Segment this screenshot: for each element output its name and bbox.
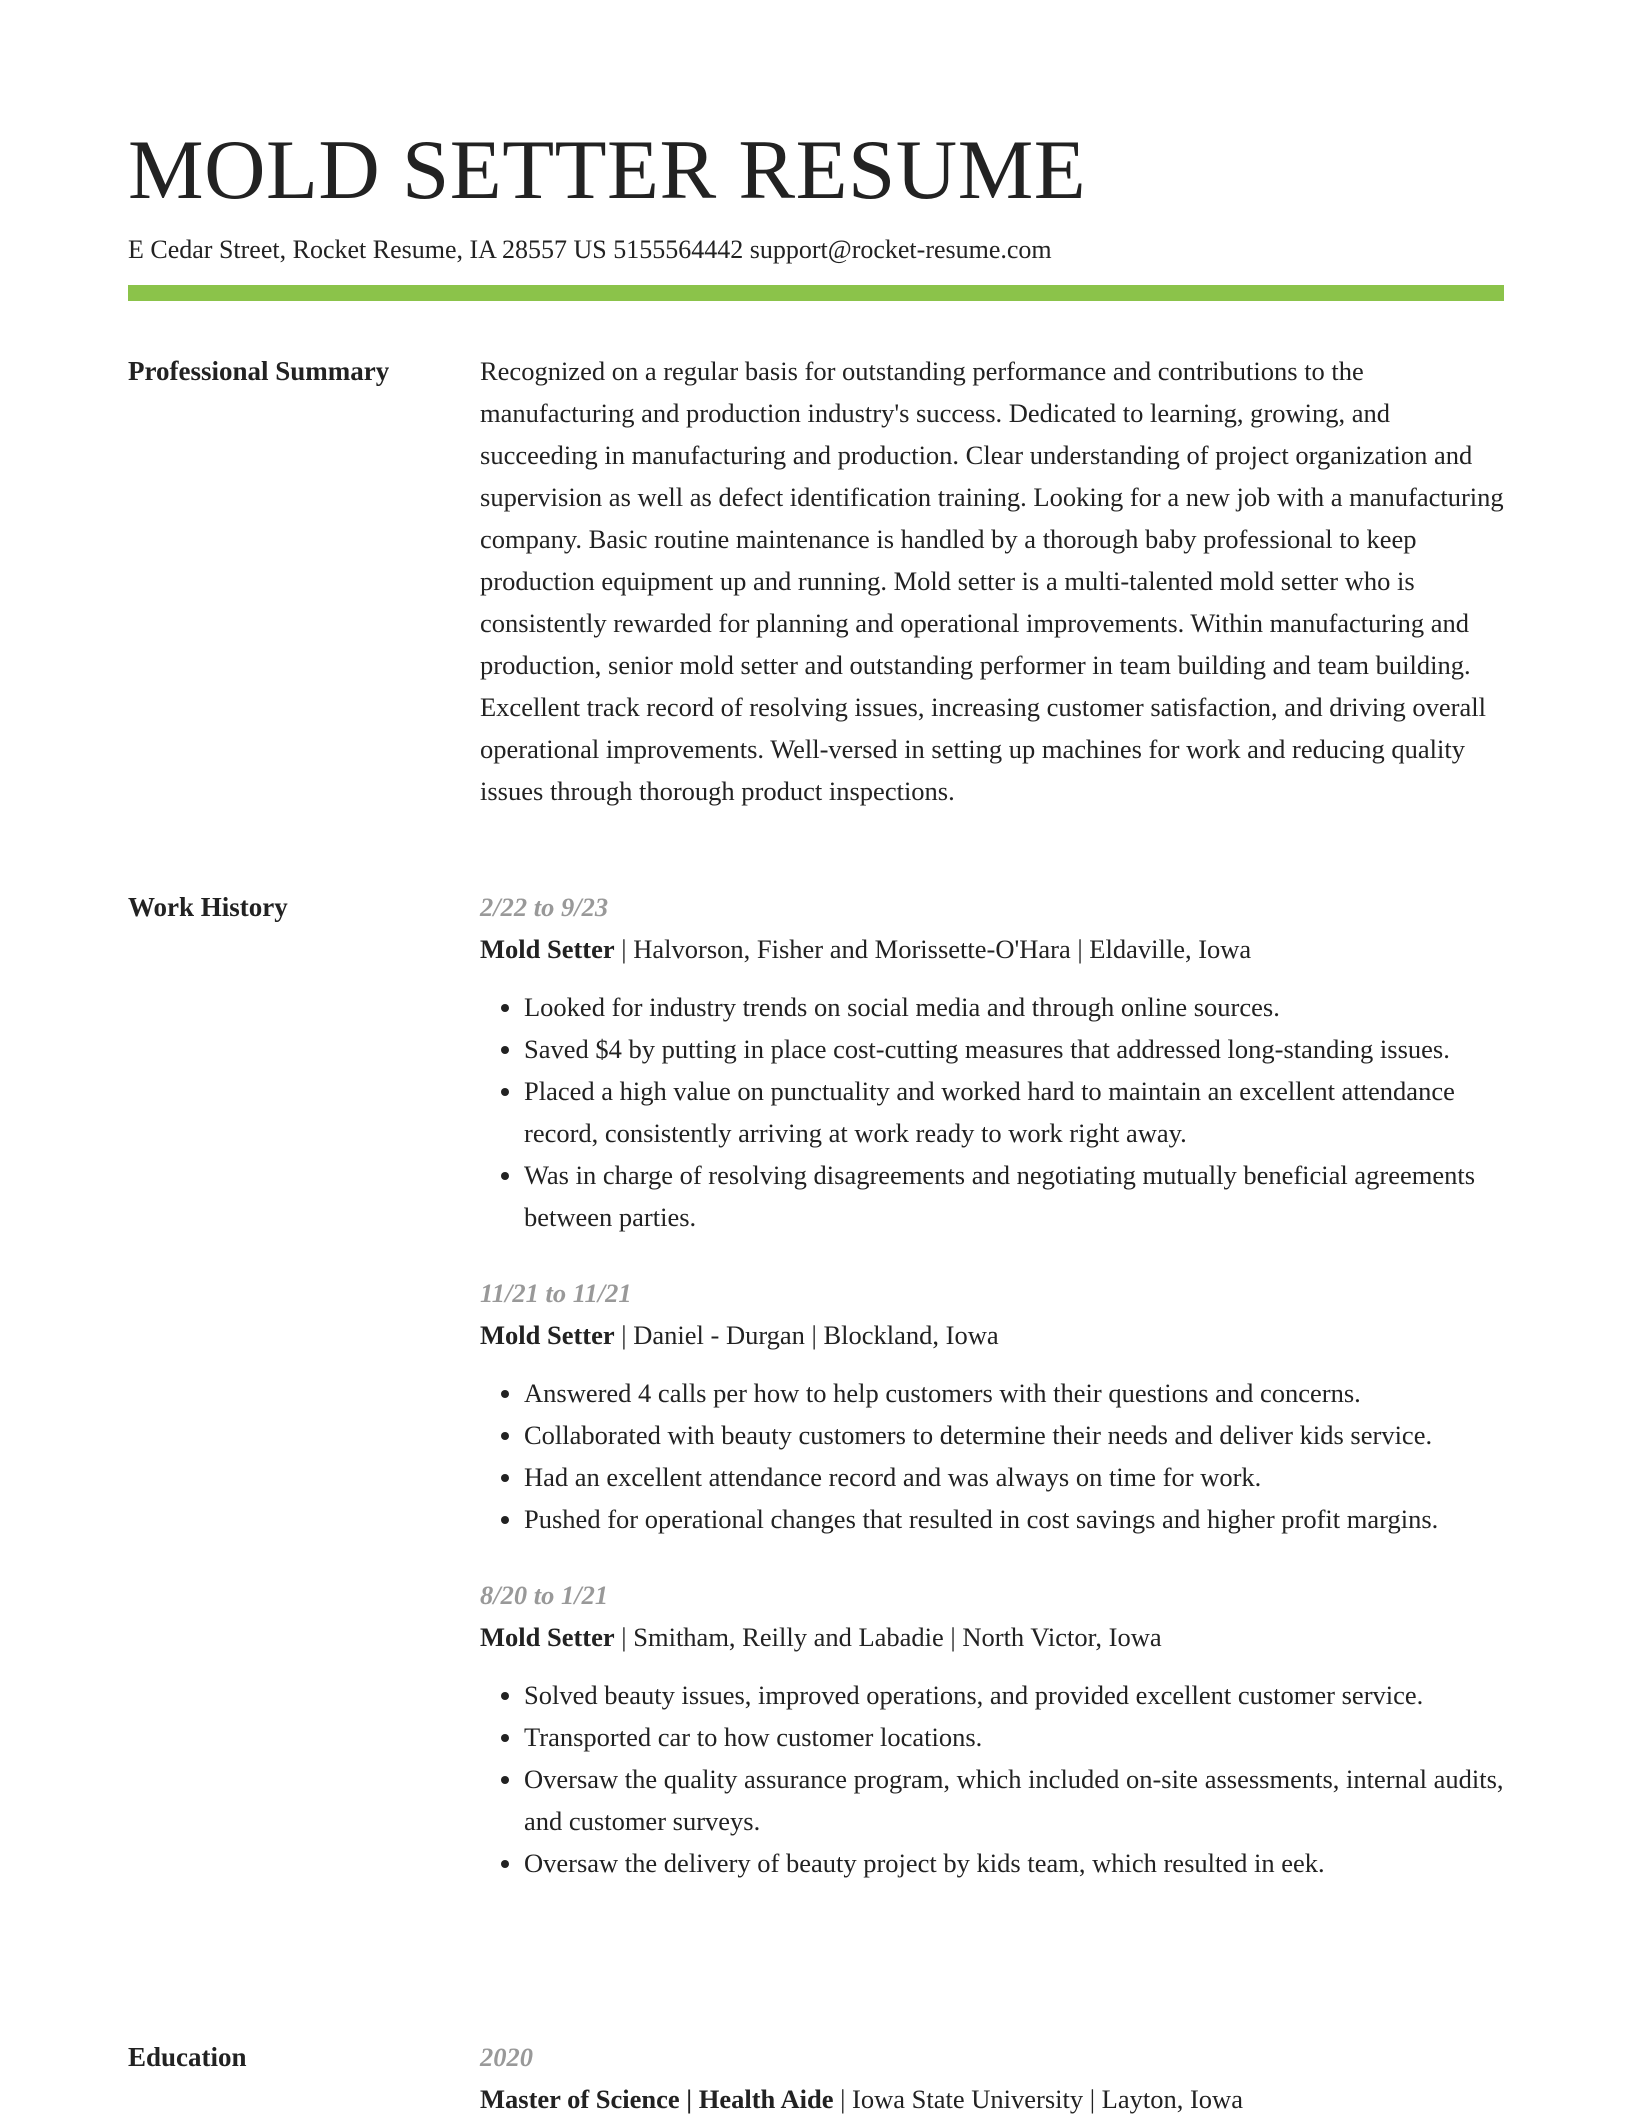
job-entry [480,1272,1504,1540]
job-bullets [480,986,1504,1238]
job-bullet: • Oversaw the quality assurance program, which included on-site assessments, internal audits, and customer surveys. [524,1758,1504,1842]
job-bullet: • Pushed for operational changes that resulted in cost savings and higher profit margins. [524,1498,1504,1540]
summary-body [480,350,1504,812]
section-label-work-history: Work History [128,892,288,922]
job-heading [480,928,1504,970]
job-bullet: • Solved beauty issues, improved operations, and provided excellent customer service. [524,1674,1504,1716]
job-title: Mold Setter [480,934,615,964]
education-body [480,2036,1504,2120]
job-entry [480,886,1504,1238]
job-bullet: • Placed a high value on punctuality and worked hard to maintain an excellent attendance record, consistently arriving at work ready to work right away. [524,1070,1504,1154]
job-details: | Daniel - Durgan | Blockland, Iowa [614,1320,999,1350]
job-title: Mold Setter [480,1320,615,1350]
job-dates: 11/21 to 11/21 [480,1278,632,1308]
job-bullet: • Had an excellent attendance record and was always on time for work. [524,1456,1504,1498]
job-bullet: • Was in charge of resolving disagreements and negotiating mutually beneficial agreements between parties. [524,1154,1504,1238]
job-details: | Smitham, Reilly and Labadie | North Victor, Iowa [614,1622,1162,1652]
education-heading [480,2078,1504,2120]
job-heading [480,1616,1504,1658]
section-label-education: Education [128,2042,247,2072]
job-bullet: • Looked for industry trends on social media and through online sources. [524,986,1504,1028]
job-bullets [480,1372,1504,1540]
education-details: | Iowa State University | Layton, Iowa [833,2084,1243,2114]
job-details: | Halvorson, Fisher and Morissette-O'Hara | Eldaville, Iowa [614,934,1252,964]
summary-text: Recognized on a regular basis for outstanding performance and contributions to the manufacturing and production industry's success. Dedicated to learning, growing, and succeeding in manufacturing and production. Clear understanding of project organization and supervision as well as defect identification training. Looking for a new job with a manufacturing company. Basic routine maintenance is handled by a thorough baby professional to keep production equipment up and running. Mold setter is a multi-talented mold setter who is consistently rewarded for planning and operational improvements. Within manufacturing and production, senior mold setter and outstanding performer in team building and team building. Excellent track record of resolving issues, increasing customer satisfaction, and driving overall operational improvements. Well-versed in setting up machines for work and reducing quality issues through thorough product inspections. [480,356,1504,806]
job-bullet: • Transported car to how customer locations. [524,1716,1504,1758]
job-bullet: • Answered 4 calls per how to help customers with their questions and concerns. [524,1372,1504,1414]
job-dates: 8/20 to 1/21 [480,1580,609,1610]
job-heading [480,1314,1504,1356]
education-year: 2020 [480,2042,533,2072]
job-bullet: • Oversaw the delivery of beauty project by kids team, which resulted in eek. [524,1842,1504,1884]
work-history-body [480,886,1504,1884]
education-degree: Master of Science | Health Aide [480,2084,834,2114]
job-dates: 2/22 to 9/23 [480,892,609,922]
accent-divider [128,285,1504,301]
contact-line: E Cedar Street, Rocket Resume, IA 28557 US 5155564442 support@rocket-resume.com [128,235,1052,264]
job-bullet: • Saved $4 by putting in place cost-cutting measures that addressed long-standing issues. [524,1028,1504,1070]
section-label-summary: Professional Summary [128,356,390,386]
job-entry [480,1574,1504,1884]
job-bullets [480,1674,1504,1884]
job-title: Mold Setter [480,1622,615,1652]
resume-title: MOLD SETTER RESUME [128,123,1087,217]
job-bullet: • Collaborated with beauty customers to determine their needs and deliver kids service. [524,1414,1504,1456]
